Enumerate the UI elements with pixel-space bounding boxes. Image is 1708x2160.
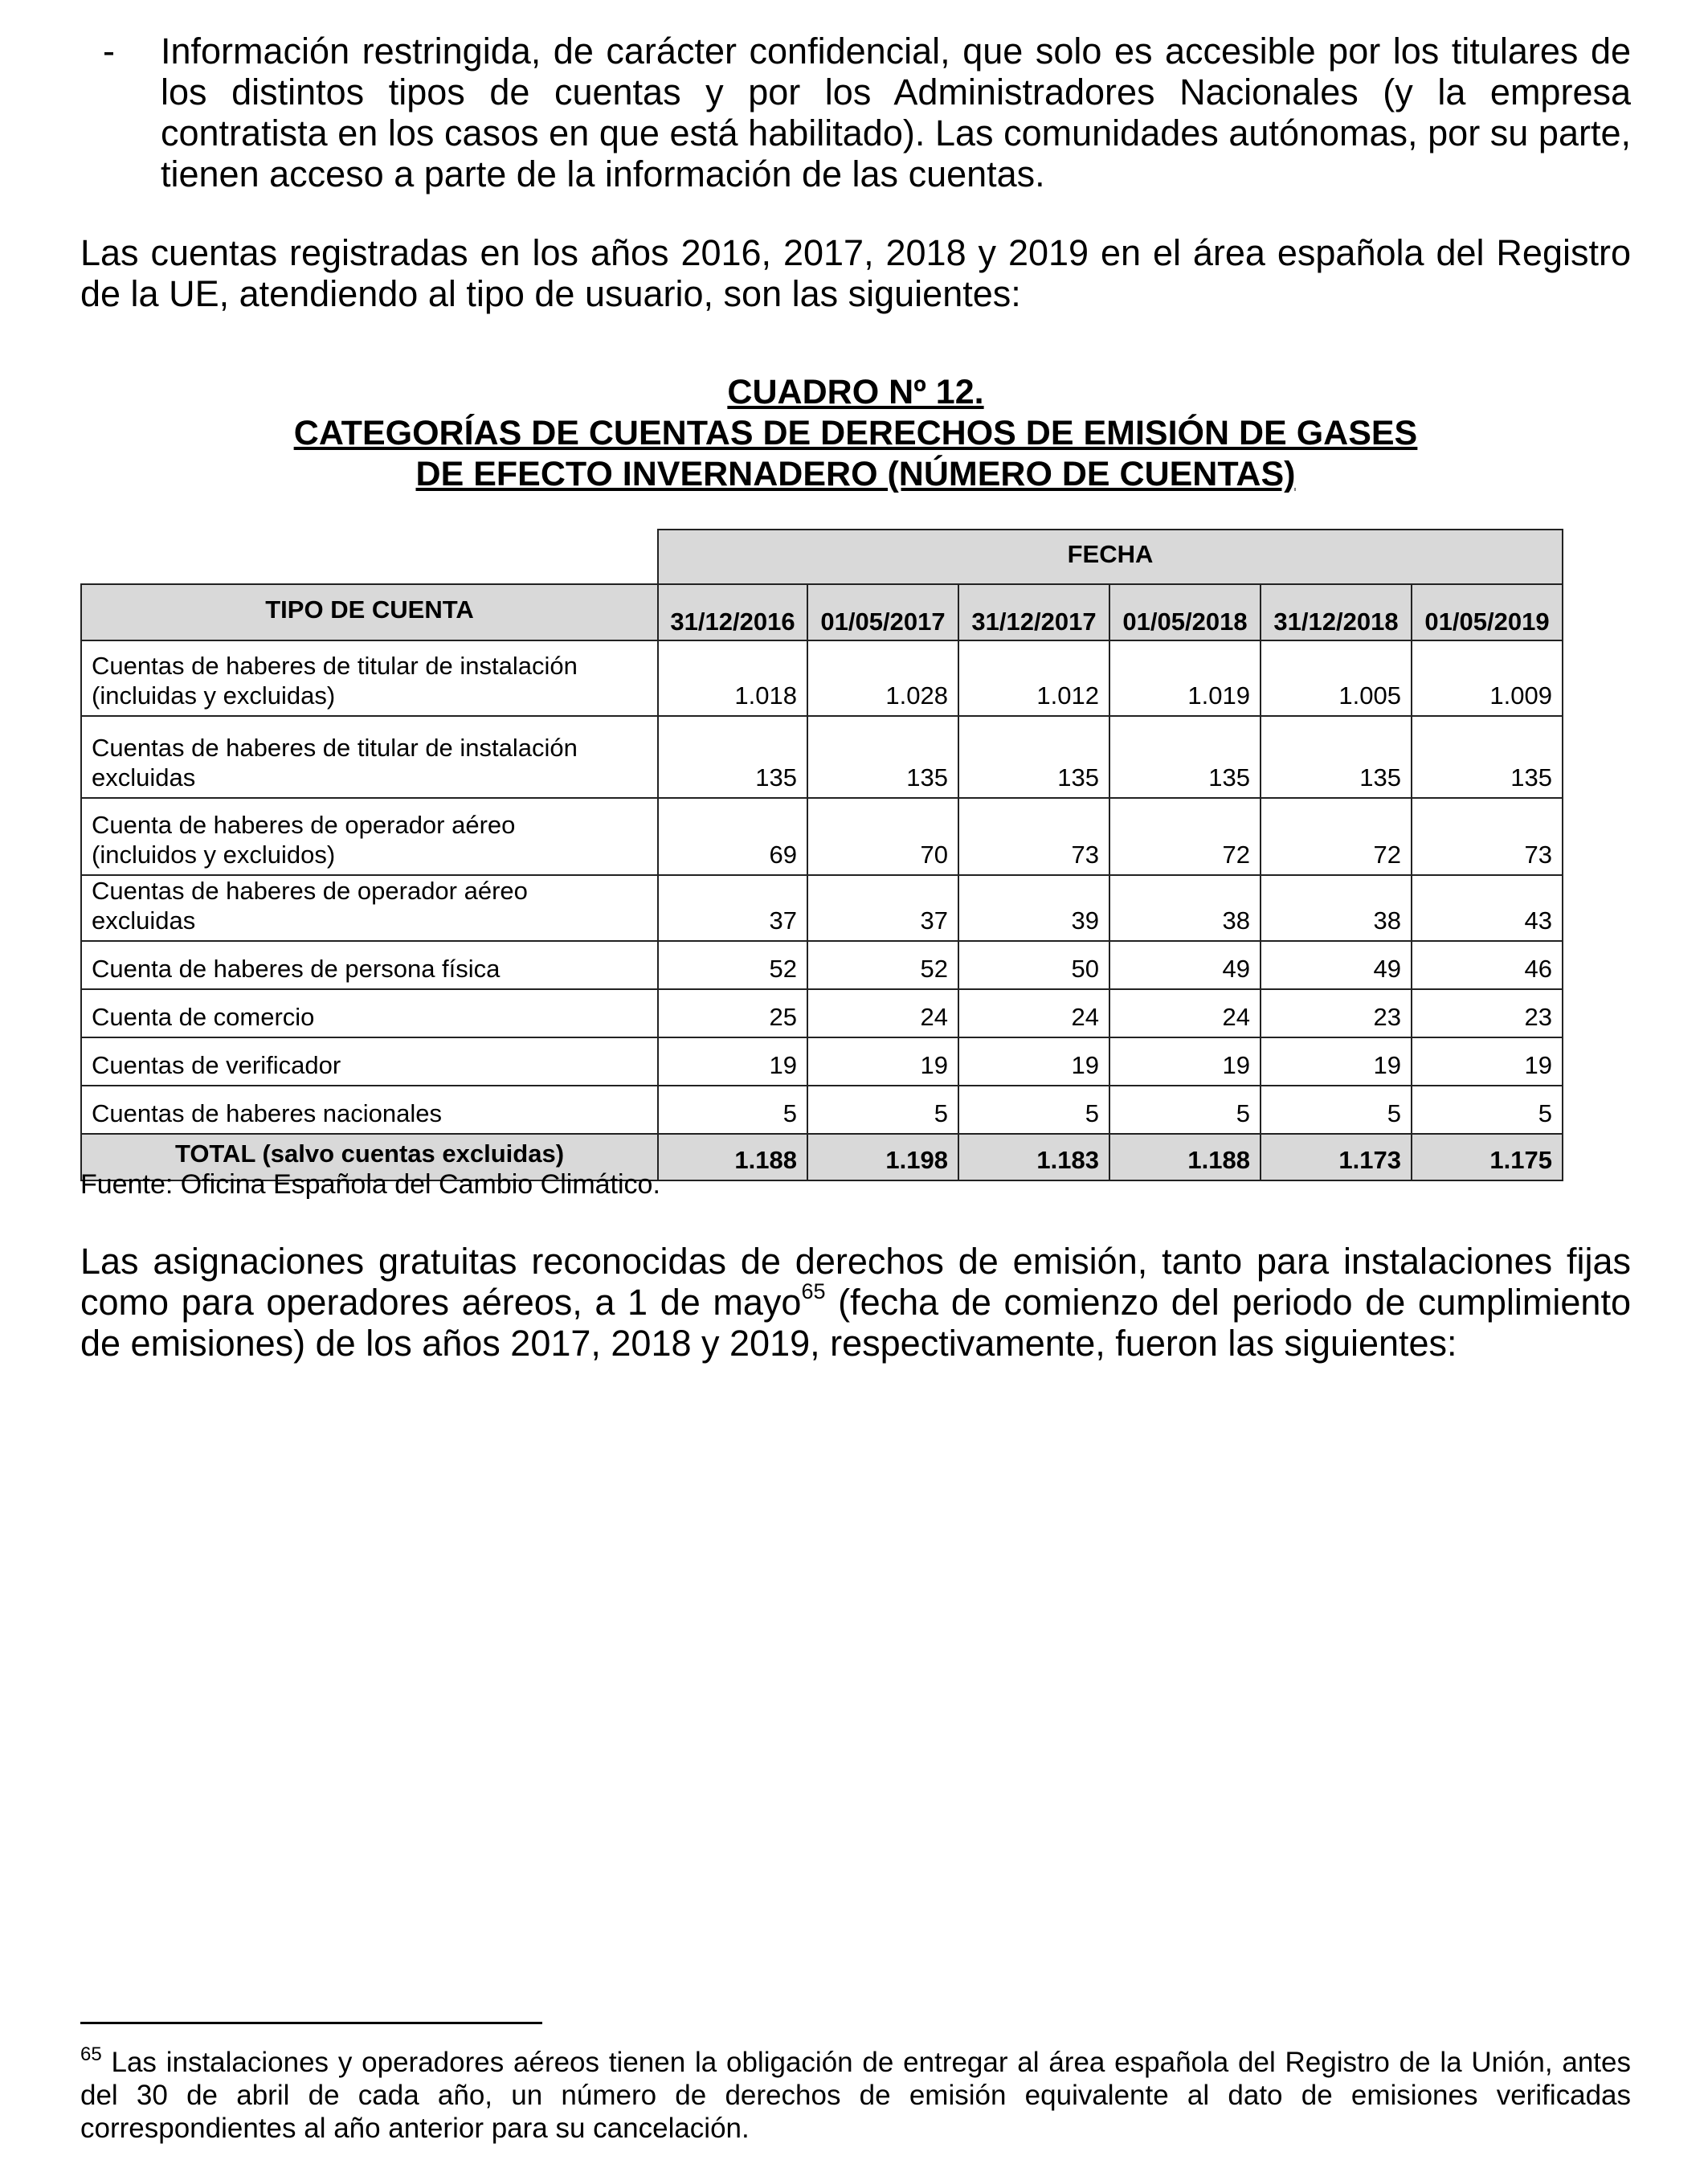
cell-value: 1.012 [958, 640, 1109, 716]
para2-text-after: (fecha de comienzo del periodo de cumplimiento de emisiones) de los años 2017, 2018 y 2019, respectivamente, fueron las siguientes: [80, 1282, 1631, 1364]
cell-value: 5 [1261, 1086, 1412, 1134]
footnote [80, 2043, 1631, 2145]
cell-value: 70 [807, 798, 958, 875]
cell-value: 24 [1109, 989, 1261, 1037]
cell-value: 39 [958, 875, 1109, 941]
cell-value: 19 [658, 1037, 807, 1086]
table-row [81, 1086, 1563, 1134]
row-label: Cuentas de haberes de titular de instalación excluidas [81, 716, 658, 798]
accounts-table [80, 529, 1563, 1181]
table-row [81, 798, 1563, 875]
cell-value: 23 [1412, 989, 1563, 1037]
cell-value: 73 [958, 798, 1109, 875]
cell-value: 5 [658, 1086, 807, 1134]
row-label: Cuentas de haberes de titular de instalación (incluidas y excluidas) [81, 640, 658, 716]
row-label: Cuenta de haberes de persona física [81, 941, 658, 989]
cell-value: 135 [958, 716, 1109, 798]
allocations-paragraph [80, 1241, 1631, 1364]
table-row [81, 640, 1563, 716]
tipo-header: TIPO DE CUENTA [81, 584, 658, 640]
total-label: TOTAL (salvo cuentas excluidas) [81, 1134, 658, 1180]
table-title [80, 372, 1631, 495]
cell-value: 5 [1412, 1086, 1563, 1134]
cell-value: 38 [1261, 875, 1412, 941]
table-title-line-3: DE EFECTO INVERNADERO (NÚMERO DE CUENTAS) [415, 455, 1296, 493]
bullet-text: Información restringida, de carácter confidencial, que solo es accesible por los titulares de los distintos tipos de cuentas y por los Administradores Nacionales (y la empresa contratista en los casos en que está habilitado). Las comunidades autónomas, por su parte, tienen acceso a parte de la información de las cuentas. [161, 31, 1631, 194]
cell-value: 19 [1412, 1037, 1563, 1086]
table-corner [81, 530, 658, 584]
cell-value: 1.005 [1261, 640, 1412, 716]
row-label: Cuentas de verificador [81, 1037, 658, 1086]
cell-value: 19 [1261, 1037, 1412, 1086]
cell-value: 49 [1109, 941, 1261, 989]
table-title-line-1: CUADRO Nº 12. [727, 373, 984, 411]
cell-value: 49 [1261, 941, 1412, 989]
total-value: 1.173 [1261, 1134, 1412, 1180]
fecha-header: FECHA [658, 530, 1563, 584]
cell-value: 135 [658, 716, 807, 798]
date-header: 31/12/2016 [658, 584, 807, 640]
cell-value: 37 [658, 875, 807, 941]
date-header: 31/12/2018 [1261, 584, 1412, 640]
cell-value: 52 [807, 941, 958, 989]
cell-value: 1.009 [1412, 640, 1563, 716]
cell-value: 24 [807, 989, 958, 1037]
total-value: 1.183 [958, 1134, 1109, 1180]
total-value: 1.175 [1412, 1134, 1563, 1180]
cell-value: 19 [1109, 1037, 1261, 1086]
cell-value: 43 [1412, 875, 1563, 941]
row-label: Cuenta de comercio [81, 989, 658, 1037]
cell-value: 37 [807, 875, 958, 941]
cell-value: 23 [1261, 989, 1412, 1037]
table-row [81, 716, 1563, 798]
intro-paragraph: Las cuentas registradas en los años 2016, 2017, 2018 y 2019 en el área española del Registro de la UE, atendiendo al tipo de usuario, son las siguientes: [80, 232, 1631, 314]
table-row [81, 875, 1563, 941]
cell-value: 25 [658, 989, 807, 1037]
cell-value: 72 [1261, 798, 1412, 875]
cell-value: 38 [1109, 875, 1261, 941]
cell-value: 73 [1412, 798, 1563, 875]
cell-value: 135 [807, 716, 958, 798]
cell-value: 1.018 [658, 640, 807, 716]
cell-value: 72 [1109, 798, 1261, 875]
table-row [81, 941, 1563, 989]
cell-value: 69 [658, 798, 807, 875]
total-value: 1.188 [658, 1134, 807, 1180]
cell-value: 135 [1109, 716, 1261, 798]
date-header: 01/05/2017 [807, 584, 958, 640]
cell-value: 1.019 [1109, 640, 1261, 716]
table-source: Fuente: Oficina Española del Cambio Climático. [80, 1169, 660, 1200]
cell-value: 5 [958, 1086, 1109, 1134]
row-label: Cuentas de haberes nacionales [81, 1086, 658, 1134]
table-row [81, 1037, 1563, 1086]
table-header-row-fecha [81, 530, 1563, 584]
total-value: 1.198 [807, 1134, 958, 1180]
bullet-item [80, 31, 1631, 194]
cell-value: 46 [1412, 941, 1563, 989]
date-header: 01/05/2019 [1412, 584, 1563, 640]
table-header-row-dates [81, 584, 1563, 640]
cell-value: 5 [1109, 1086, 1261, 1134]
footnote-number: 65 [80, 2043, 102, 2065]
row-label: Cuentas de haberes de operador aéreo excluidas [81, 875, 658, 941]
cell-value: 5 [807, 1086, 958, 1134]
bullet-dash: - [103, 31, 115, 72]
cell-value: 1.028 [807, 640, 958, 716]
cell-value: 19 [807, 1037, 958, 1086]
cell-value: 50 [958, 941, 1109, 989]
date-header: 31/12/2017 [958, 584, 1109, 640]
cell-value: 19 [958, 1037, 1109, 1086]
date-header: 01/05/2018 [1109, 584, 1261, 640]
table-row [81, 989, 1563, 1037]
cell-value: 135 [1412, 716, 1563, 798]
cell-value: 135 [1261, 716, 1412, 798]
para2-text-before: Las asignaciones gratuitas reconocidas de derechos de emisión, tanto para instalaciones fijas como para operadores aéreos, a 1 de mayo [80, 1241, 1631, 1323]
total-value: 1.188 [1109, 1134, 1261, 1180]
cell-value: 24 [958, 989, 1109, 1037]
table-title-line-2: CATEGORÍAS DE CUENTAS DE DERECHOS DE EMISIÓN DE GASES [293, 414, 1418, 452]
footnote-reference[interactable]: 65 [801, 1279, 826, 1303]
row-label: Cuenta de haberes de operador aéreo (incluidos y excluidos) [81, 798, 658, 875]
cell-value: 52 [658, 941, 807, 989]
footnote-text: Las instalaciones y operadores aéreos tienen la obligación de entregar al área española del Registro de la Unión, antes del 30 de abril de cada año, un número de derechos de emisión equivalente al dato de emisiones verificadas correspondientes al año anterior para su cancelación. [80, 2047, 1631, 2144]
footnote-separator [80, 2022, 542, 2024]
